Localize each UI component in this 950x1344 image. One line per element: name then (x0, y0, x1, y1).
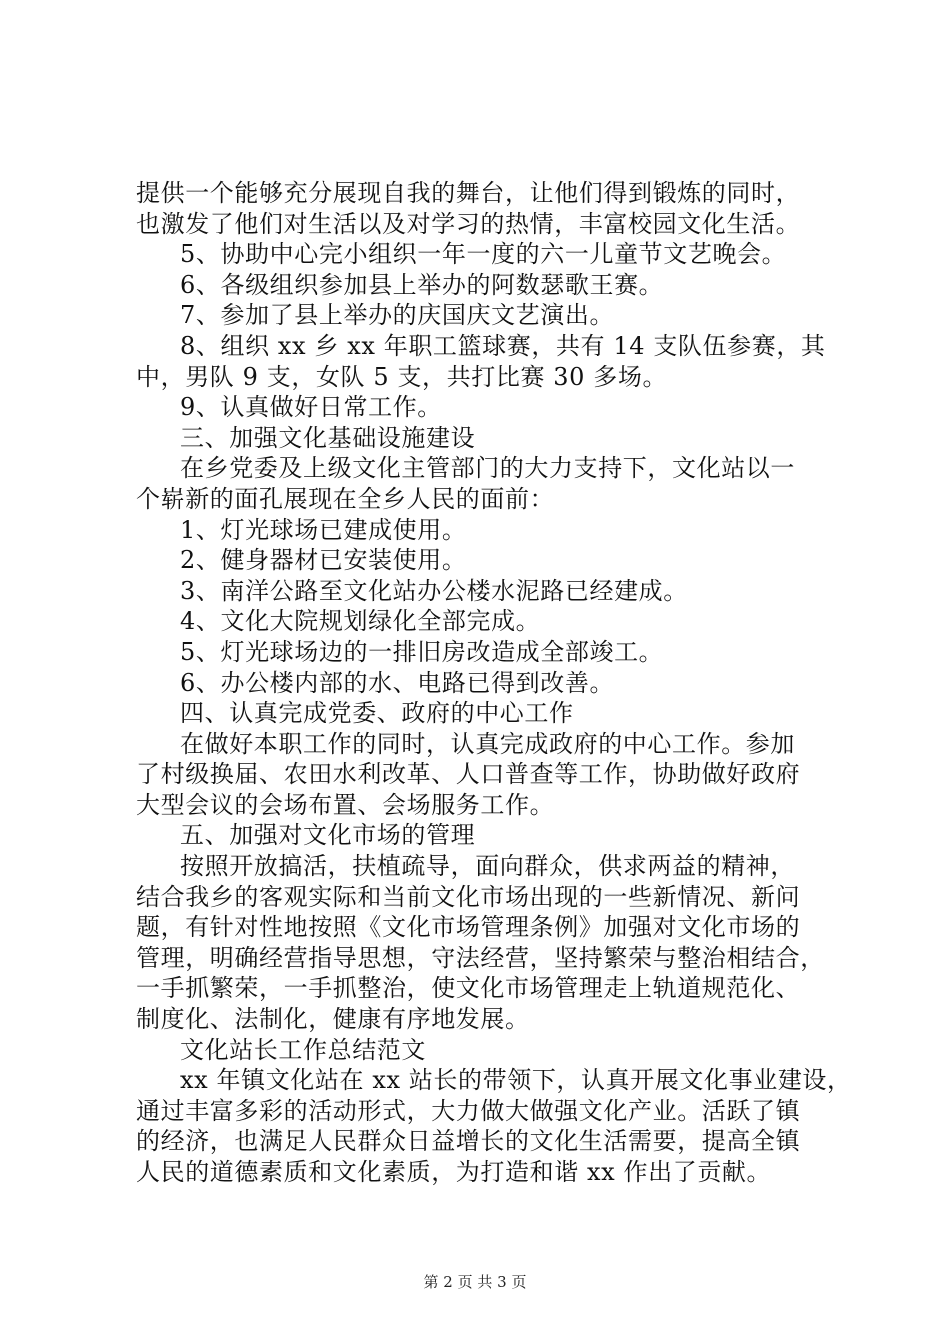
text-line: 5、灯光球场边的一排旧房改造成全部竣工。 (180, 637, 664, 666)
text-line: 7、参加了县上举办的庆国庆文艺演出。 (180, 301, 615, 330)
text-line: 制度化、法制化，健康有序地发展。 (136, 1005, 530, 1034)
text-line: 6、各级组织参加县上举办的阿数瑟歌王赛。 (180, 270, 664, 299)
text-line: xx 年镇文化站在 xx 站长的带领下，认真开展文化事业建设， (180, 1066, 852, 1095)
text-line: 5、协助中心完小组织一年一度的六一儿童节文艺晚会。 (180, 240, 787, 269)
page-footer: 第 2 页 共 3 页 (423, 1273, 527, 1291)
text-line: 6、办公楼内部的水、电路已得到改善。 (180, 668, 615, 697)
text-line: 五、加强对文化市场的管理 (180, 821, 476, 850)
text-line: 4、文化大院规划绿化全部完成。 (180, 607, 541, 636)
text-line: 提供一个能够充分展现自我的舞台，让他们得到锻炼的同时， (136, 179, 801, 207)
text-line: 一手抓繁荣，一手抓整治，使文化市场管理走上轨道规范化、 (136, 974, 801, 1003)
document-body (136, 178, 852, 1188)
text-line: 的经济，也满足人民群众日益增长的文化生活需要，提高全镇 (136, 1127, 801, 1156)
text-line: 1、灯光球场已建成使用。 (180, 515, 467, 544)
text-line: 了村级换届、农田水利改革、人口普查等工作，协助做好政府 (136, 760, 801, 789)
text-line: 也激发了他们对生活以及对学习的热情，丰富校园文化生活。 (136, 209, 801, 238)
text-line: 8、组织 xx 乡 xx 年职工篮球赛，共有 14 支队伍参赛，其 (180, 331, 826, 360)
text-line: 在乡党委及上级文化主管部门的大力支持下，文化站以一 (180, 454, 795, 483)
text-line: 四、认真完成党委、政府的中心工作 (180, 699, 574, 728)
text-line: 文化站长工作总结范文 (180, 1035, 426, 1064)
text-line: 人民的道德素质和文化素质，为打造和谐 xx 作出了贡献。 (136, 1158, 772, 1186)
text-line: 结合我乡的客观实际和当前文化市场出现的一些新情况、新问 (136, 882, 801, 911)
text-line: 大型会议的会场布置、会场服务工作。 (136, 790, 555, 819)
text-line: 题，有针对性地按照《文化市场管理条例》加强对文化市场的 (136, 913, 801, 942)
text-line: 个崭新的面孔展现在全乡人民的面前： (136, 484, 555, 513)
text-line: 按照开放搞活，扶植疏导，面向群众，供求两益的精神， (180, 852, 795, 881)
text-line: 三、加强文化基础设施建设 (180, 423, 476, 452)
text-line: 中，男队 9 支，女队 5 支，共打比赛 30 多场。 (136, 362, 668, 391)
text-line: 通过丰富多彩的活动形式，大力做大做强文化产业。活跃了镇 (136, 1096, 801, 1125)
text-line: 3、南洋公路至文化站办公楼水泥路已经建成。 (180, 576, 688, 605)
text-line: 9、认真做好日常工作。 (180, 393, 442, 422)
text-line: 在做好本职工作的同时，认真完成政府的中心工作。参加 (180, 729, 795, 758)
text-line: 2、健身器材已安装使用。 (180, 546, 467, 575)
text-line: 管理，明确经营指导思想，守法经营，坚持繁荣与整治相结合， (136, 943, 825, 972)
